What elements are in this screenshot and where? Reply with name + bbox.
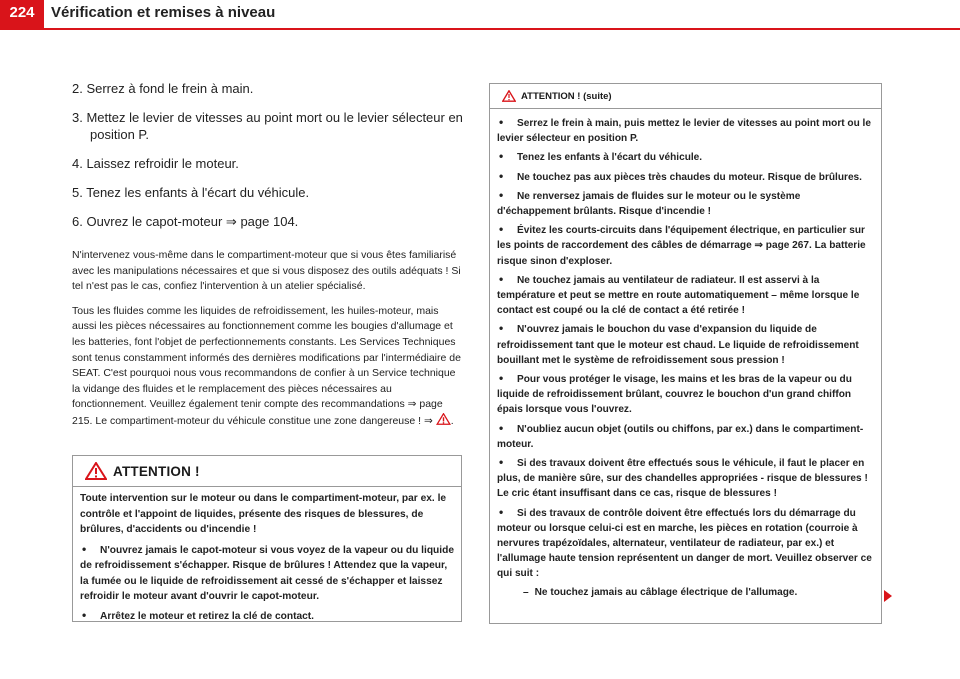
- warning-bullet: • Ne touchez pas aux pièces très chaudes du moteur. Risque de brûlures.: [499, 168, 862, 183]
- step-3: 3. Mettez le levier de vitesses au point mort ou le levier sélecteur en position P.: [72, 110, 463, 142]
- warning-body: [73, 487, 461, 631]
- warning-continued-title: ATTENTION ! (suite): [521, 90, 612, 102]
- warning-triangle-icon: [85, 462, 107, 480]
- paragraph-fluids-text: Tous les fluides comme les liquides de refroidissement, les huiles-moteur, mais aussi les pièces nécessaires au fonctionnement comme les bougies d'allumage et les batteries, font l'objet de perfectionnements constants. Les Services Techniques sont tenus constamment informés des dernières modifications par l'intermédiaire de SEAT. C'est pourquoi nous vous recommandons de confier à un Service technique la vidange des fluides et le remplacement des pièces nécessaires au fonctionnement. Veuillez également tenir compte des recommandations: [72, 304, 461, 411]
- warning-header: [73, 456, 461, 487]
- step-4: 4. Laissez refroidir le moteur.: [72, 156, 239, 171]
- warning-sub-bullet: – Ne touchez jamais au câblage électrique de l'allumage.: [523, 586, 798, 598]
- warning-bullet: • Ne renversez jamais de fluides sur le moteur ou le système d'échappement brûlants. Risque d'incendie !: [497, 187, 801, 218]
- warning-bullet: • Arrêtez le moteur et retirez la clé de contact.: [82, 607, 315, 622]
- paragraph-fluids: [72, 304, 464, 430]
- warning-intro: Toute intervention sur le moteur ou dans le compartiment-moteur, par ex. le contrôle et l'appoint de liquides, présente des risques de blessures, de brûlures, d'accidents ou d'incendie !: [80, 493, 447, 535]
- warning-bullet: • N'ouvrez jamais le bouchon du vase d'expansion du liquide de refroidissement tant que le moteur est chaud. Le liquide de refroidissement bouillant met le système de refroidissement sous pression !: [497, 321, 859, 366]
- paragraph-intervention: N'intervenez vous-même dans le compartiment-moteur que si vous êtes familiarisé avec les manipulations nécessaires et que si vous disposez des outils adéquats ! Si tel n'est pas le cas, confiez l'intervention à un atelier spécialisé.: [72, 249, 461, 293]
- paragraph-fluids-end: .: [450, 414, 454, 427]
- page-267-link[interactable]: page 267. La batterie risque sinon d'exploser.: [497, 240, 866, 267]
- warning-title: ATTENTION !: [113, 463, 200, 479]
- warning-continued-header: [490, 84, 881, 109]
- page-title: Vérification et remises à niveau: [51, 4, 276, 21]
- paragraph-fluids-ref[interactable]: page 215. Le compartiment-moteur du véhicule constitue une zone dangereuse !: [72, 398, 443, 427]
- header-rule: [0, 28, 960, 30]
- warning-triangle-icon[interactable]: [436, 413, 451, 425]
- page-number: 224: [0, 0, 44, 30]
- step-6: [72, 213, 464, 230]
- warning-box: [72, 455, 462, 622]
- warning-bullet: • Pour vous protéger le visage, les mains et les bras de la vapeur ou du liquide de refroidissement brûlant, couvrez le bouchon d'un grand chiffon épais lorsque vous l'ouvrez.: [497, 371, 852, 416]
- warning-bullet: • Évitez les courts-circuits dans l'équipement électrique, en particulier sur les points de raccordement des câbles de démarrage ⇒ page 267. La batterie risque sinon d'exploser.: [497, 222, 866, 267]
- cross-ref-arrow-icon: ⇒: [225, 214, 237, 229]
- warning-bullet: • Tenez les enfants à l'écart du véhicule.: [499, 149, 703, 164]
- cross-ref-arrow-icon: ⇒: [407, 398, 417, 411]
- cross-ref-arrow-icon: ⇒: [754, 240, 763, 252]
- warning-bullet: • N'ouvrez jamais le capot-moteur si vous voyez de la vapeur ou du liquide de refroidissement s'échapper. Risque de brûlures ! Attendez que la vapeur, la fumée ou le liquide de refroidissement ait cessé de s'échapper et laissez refroidir le moteur avant d'ouvrir le capot-moteur.: [80, 541, 454, 602]
- warning-continued-box: [489, 83, 882, 624]
- warning-bullet: • Ne touchez jamais au ventilateur de radiateur. Il est asservi à la température et peut se mettre en route automatiquement – même lorsque le contact est coupé ou la clé de contact a été retirée !: [497, 271, 860, 317]
- step-6-page-link[interactable]: page 104.: [240, 214, 299, 229]
- continue-arrow-icon: [884, 590, 892, 602]
- warning-bullet: • Serrez le frein à main, puis mettez le levier de vitesses au point mort ou le levier sélecteur en position P.: [497, 115, 871, 145]
- warning-continued-body: [490, 109, 881, 600]
- warning-bullet: • Si des travaux de contrôle doivent être effectués lors du démarrage du moteur ou lorsque celui-ci est en marche, les pièces en rotation (courroie à nervures trapézoïdales, alternateur, ventilateur de radiateur, par ex.) et l'allumage haute tension représentent un danger de mort. Veuillez observer ce qui suit :: [497, 504, 872, 580]
- step-2: 2. Serrez à fond le frein à main.: [72, 81, 254, 96]
- step-6-text: 6. Ouvrez le capot-moteur: [72, 214, 223, 229]
- step-5: 5. Tenez les enfants à l'écart du véhicule.: [72, 185, 310, 200]
- warning-triangle-icon: [502, 90, 516, 102]
- cross-ref-arrow-icon: ⇒: [423, 414, 433, 427]
- warning-bullet: • N'oubliez aucun objet (outils ou chiffons, par ex.) dans le compartiment-moteur.: [497, 420, 864, 450]
- instructions-column: [72, 80, 464, 439]
- warning-bullet: • Si des travaux doivent être effectués sous le véhicule, il faut le placer en plus, de manière sûre, sur des chandelles appropriées - risque de blessures ! Le cric étant insuffisant dans ce cas, risque de blessures !: [497, 455, 868, 500]
